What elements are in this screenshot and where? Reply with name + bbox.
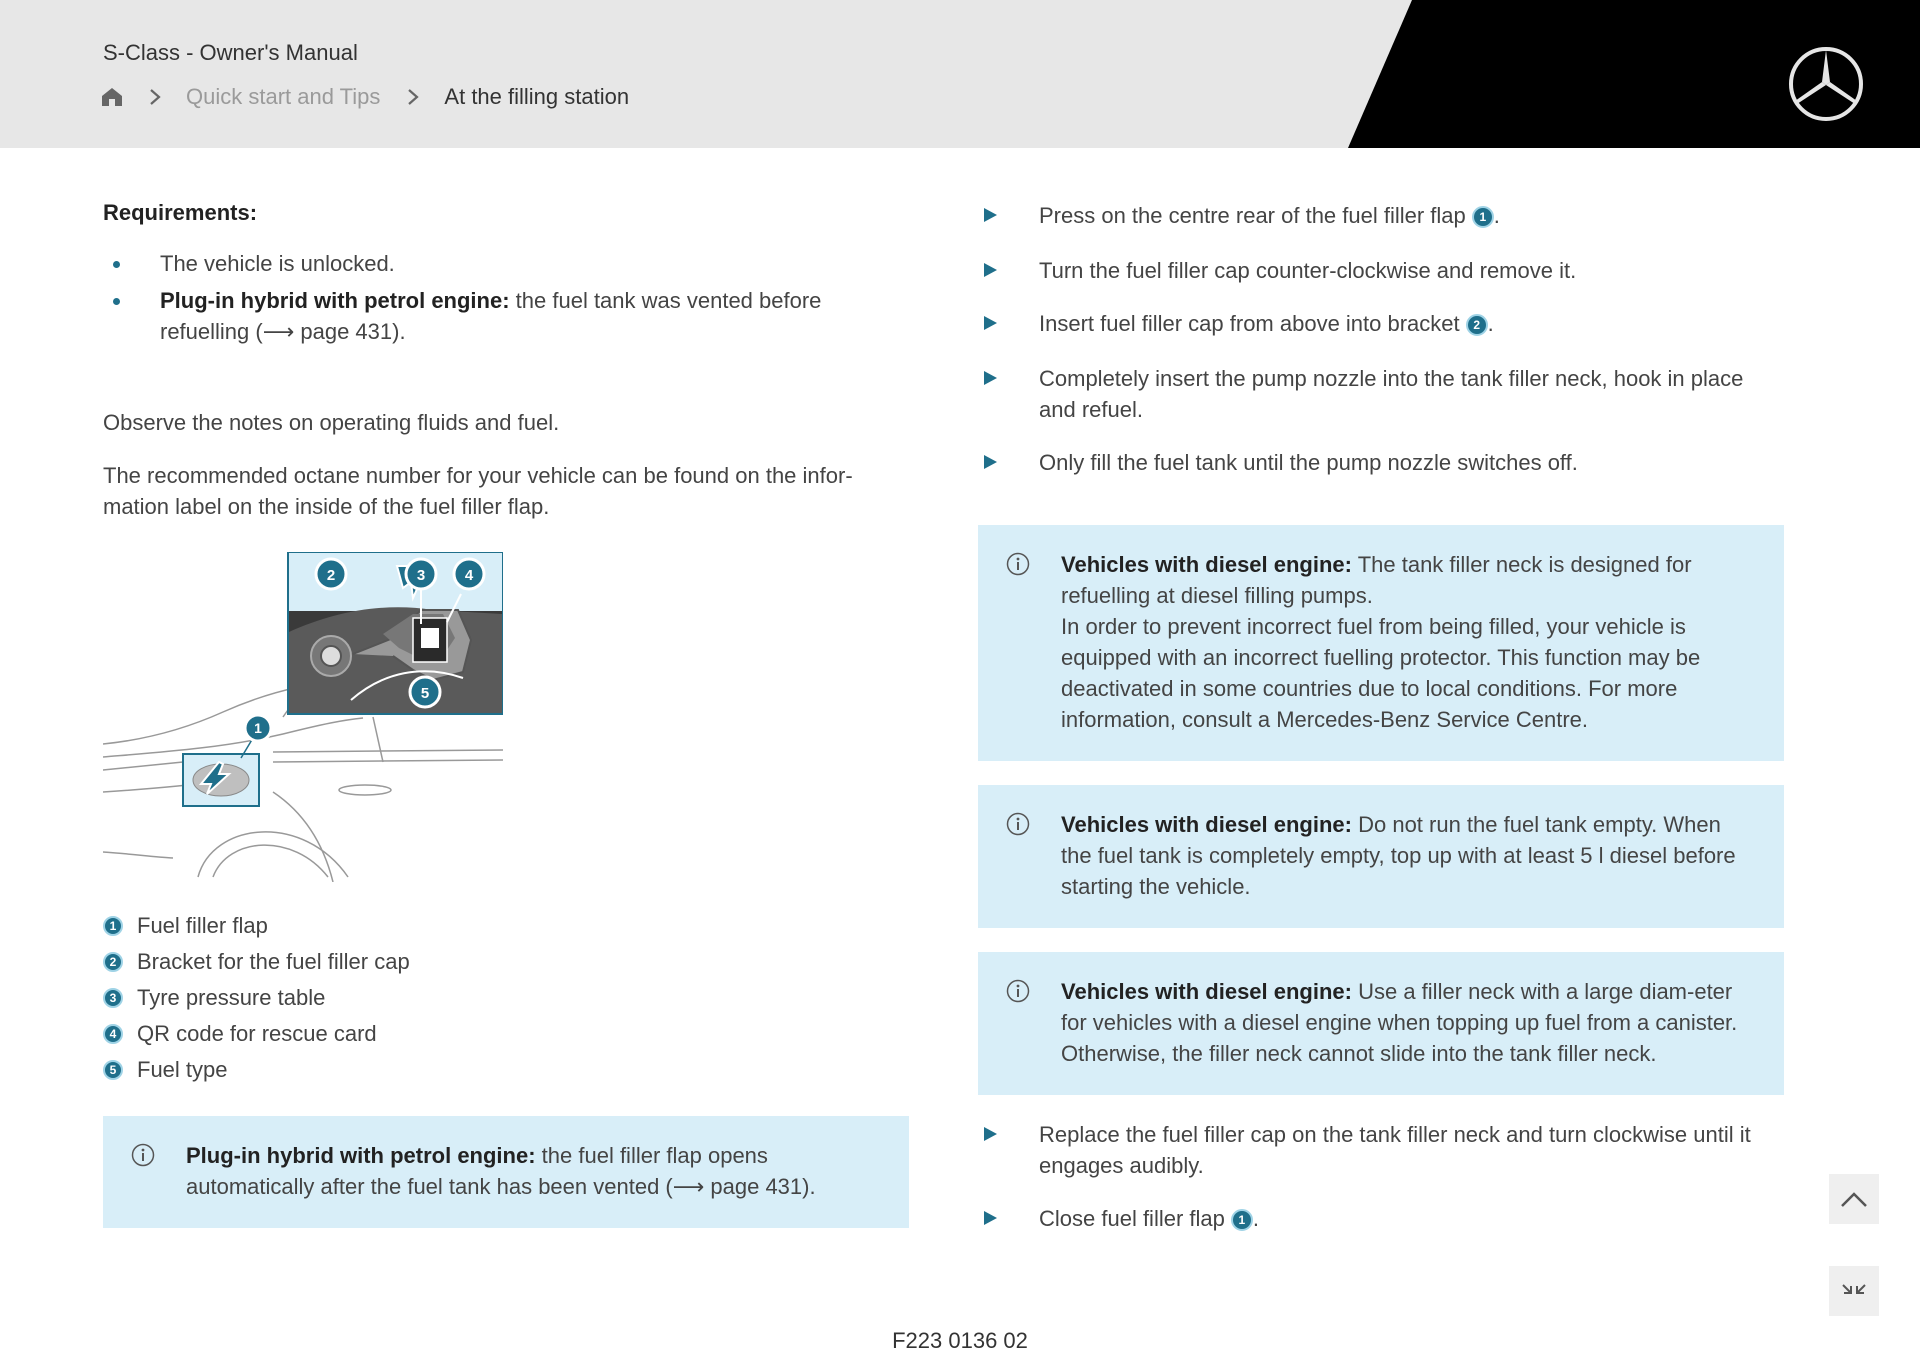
legend-label: Tyre pressure table bbox=[137, 985, 326, 1010]
legend-label: Fuel filler flap bbox=[137, 913, 268, 938]
number-badge: 5 bbox=[103, 1060, 123, 1080]
figure-marker-2 bbox=[316, 559, 346, 589]
info-bold: Vehicles with diesel engine: bbox=[1061, 812, 1352, 837]
svg-text:5: 5 bbox=[420, 685, 430, 702]
step-item bbox=[978, 255, 1784, 286]
image-reference-code: F223 0136 02 bbox=[892, 1328, 1028, 1353]
step-punct: . bbox=[1252, 1206, 1259, 1231]
mercedes-star-logo bbox=[1786, 44, 1866, 124]
step-item bbox=[978, 1119, 1784, 1181]
info-box-diesel-empty bbox=[978, 785, 1784, 928]
svg-text:4: 4 bbox=[464, 567, 474, 584]
step-item bbox=[978, 200, 1784, 231]
info-bold: Vehicles with diesel engine: bbox=[1061, 979, 1352, 1004]
chevron-right-icon bbox=[146, 87, 164, 107]
svg-text:1: 1 bbox=[254, 720, 262, 736]
info-box-diesel-canister bbox=[978, 952, 1784, 1095]
svg-text:3: 3 bbox=[416, 567, 426, 584]
step-text: Close fuel filler flap bbox=[1039, 1206, 1225, 1231]
info-box-hybrid bbox=[103, 1116, 909, 1228]
legend-item bbox=[103, 944, 909, 980]
info-bold: Vehicles with diesel engine: bbox=[1061, 552, 1352, 577]
figure-legend bbox=[103, 908, 909, 1088]
requirements-list bbox=[103, 248, 909, 347]
info-icon bbox=[131, 1143, 155, 1167]
step-text: Only fill the fuel tank until the pump nozzle switches off. bbox=[1039, 450, 1578, 475]
steps-list bbox=[978, 200, 1784, 478]
step-item bbox=[978, 1203, 1784, 1234]
info-text: The tank filler neck is designed for refuelling at diesel filling pumps. bbox=[1061, 552, 1692, 608]
requirement-text: the fuel tank was vented before refuelling (⟶ page 431). bbox=[160, 288, 822, 344]
manual-title: S-Class - Owner's Manual bbox=[103, 40, 358, 65]
svg-text:2: 2 bbox=[326, 567, 336, 584]
chevron-right-icon bbox=[404, 87, 422, 107]
number-badge: 2 bbox=[103, 952, 123, 972]
info-text-2: In order to prevent incorrect fuel from being filled, your vehicle is equipped with an incorrect fuelling protector. This function may be deactivated in some countries due to local conditions. For more information, consult a Mercedes-Benz Service Centre. bbox=[1061, 614, 1701, 732]
requirement-item bbox=[103, 285, 909, 347]
info-icon bbox=[1006, 552, 1030, 576]
step-arrow-icon bbox=[984, 316, 997, 330]
step-text: Press on the centre rear of the fuel filler flap bbox=[1039, 203, 1466, 228]
step-arrow-icon bbox=[984, 455, 997, 469]
info-bold: Plug-in hybrid with petrol engine: bbox=[186, 1143, 536, 1168]
legend-label: QR code for rescue card bbox=[137, 1021, 377, 1046]
step-item bbox=[978, 363, 1784, 425]
step-arrow-icon bbox=[984, 1127, 997, 1141]
collapse-button[interactable] bbox=[1829, 1266, 1879, 1316]
right-column bbox=[978, 200, 1784, 1256]
step-punct: . bbox=[1493, 203, 1500, 228]
legend-item bbox=[103, 1052, 909, 1088]
left-column bbox=[103, 200, 909, 1228]
number-badge: 4 bbox=[103, 1024, 123, 1044]
info-text: Use a filler neck with a large diam-eter for vehicles with a diesel engine when topping up fuel from a canister. Otherwise, the filler neck cannot slide into the tank filler neck. bbox=[1061, 979, 1738, 1066]
requirement-bold: Plug-in hybrid with petrol engine: bbox=[160, 288, 510, 313]
step-text: Replace the fuel filler cap on the tank filler neck and turn clockwise until it engages audibly. bbox=[1039, 1122, 1751, 1178]
step-text: Completely insert the pump nozzle into the tank filler neck, hook in place and refuel. bbox=[1039, 366, 1744, 422]
step-item bbox=[978, 308, 1784, 339]
legend-item bbox=[103, 980, 909, 1016]
figure-marker-1 bbox=[245, 715, 271, 741]
figure-marker-4 bbox=[454, 559, 484, 589]
breadcrumb-current: At the filling station bbox=[444, 84, 630, 109]
paragraph-octane: The recommended octane number for your vehicle can be found on the infor-mation label on the inside of the fuel filler flap. bbox=[103, 463, 853, 519]
breadcrumb-link-quick-start[interactable]: Quick start and Tips bbox=[186, 84, 381, 109]
info-icon bbox=[1006, 812, 1030, 836]
info-text: the fuel filler flap opens automatically after the fuel tank has been vented (⟶ page 431). bbox=[186, 1143, 816, 1199]
step-arrow-icon bbox=[984, 371, 997, 385]
collapse-icon bbox=[1839, 1281, 1869, 1301]
info-box-diesel-neck bbox=[978, 525, 1784, 761]
home-icon[interactable] bbox=[100, 85, 124, 109]
step-punct: . bbox=[1487, 311, 1494, 336]
header bbox=[0, 0, 1920, 148]
number-badge: 1 bbox=[103, 916, 123, 936]
steps-list-final bbox=[978, 1119, 1784, 1234]
step-item bbox=[978, 447, 1784, 478]
breadcrumb bbox=[100, 82, 629, 112]
step-arrow-icon bbox=[984, 208, 997, 222]
requirements-title: Requirements: bbox=[103, 200, 258, 225]
fuel-filler-illustration bbox=[103, 552, 503, 882]
paragraph-fluids: Observe the notes on operating fluids and fuel. bbox=[103, 410, 560, 435]
legend-label: Bracket for the fuel filler cap bbox=[137, 949, 410, 974]
number-badge: 3 bbox=[103, 988, 123, 1008]
chevron-up-icon bbox=[1839, 1189, 1869, 1209]
step-arrow-icon bbox=[984, 1211, 997, 1225]
number-badge: 1 bbox=[1472, 206, 1494, 228]
legend-label: Fuel type bbox=[137, 1057, 228, 1082]
step-text: Turn the fuel filler cap counter-clockwise and remove it. bbox=[1039, 258, 1577, 283]
legend-item bbox=[103, 1016, 909, 1052]
figure-marker-3 bbox=[406, 559, 436, 589]
figure-marker-5 bbox=[410, 677, 440, 707]
step-arrow-icon bbox=[984, 263, 997, 277]
header-black-panel bbox=[0, 0, 1920, 148]
info-text: Do not run the fuel tank empty. When the fuel tank is completely empty, top up with at least 5 l diesel before starting the vehicle. bbox=[1061, 812, 1736, 899]
requirement-text: The vehicle is unlocked. bbox=[160, 251, 395, 276]
info-icon bbox=[1006, 979, 1030, 1003]
legend-item bbox=[103, 908, 909, 944]
number-badge: 2 bbox=[1466, 314, 1488, 336]
step-text: Insert fuel filler cap from above into bracket bbox=[1039, 311, 1460, 336]
scroll-to-top-button[interactable] bbox=[1829, 1174, 1879, 1224]
fuel-filler-drawing bbox=[103, 552, 503, 882]
number-badge: 1 bbox=[1231, 1209, 1253, 1231]
requirement-item bbox=[103, 248, 909, 279]
